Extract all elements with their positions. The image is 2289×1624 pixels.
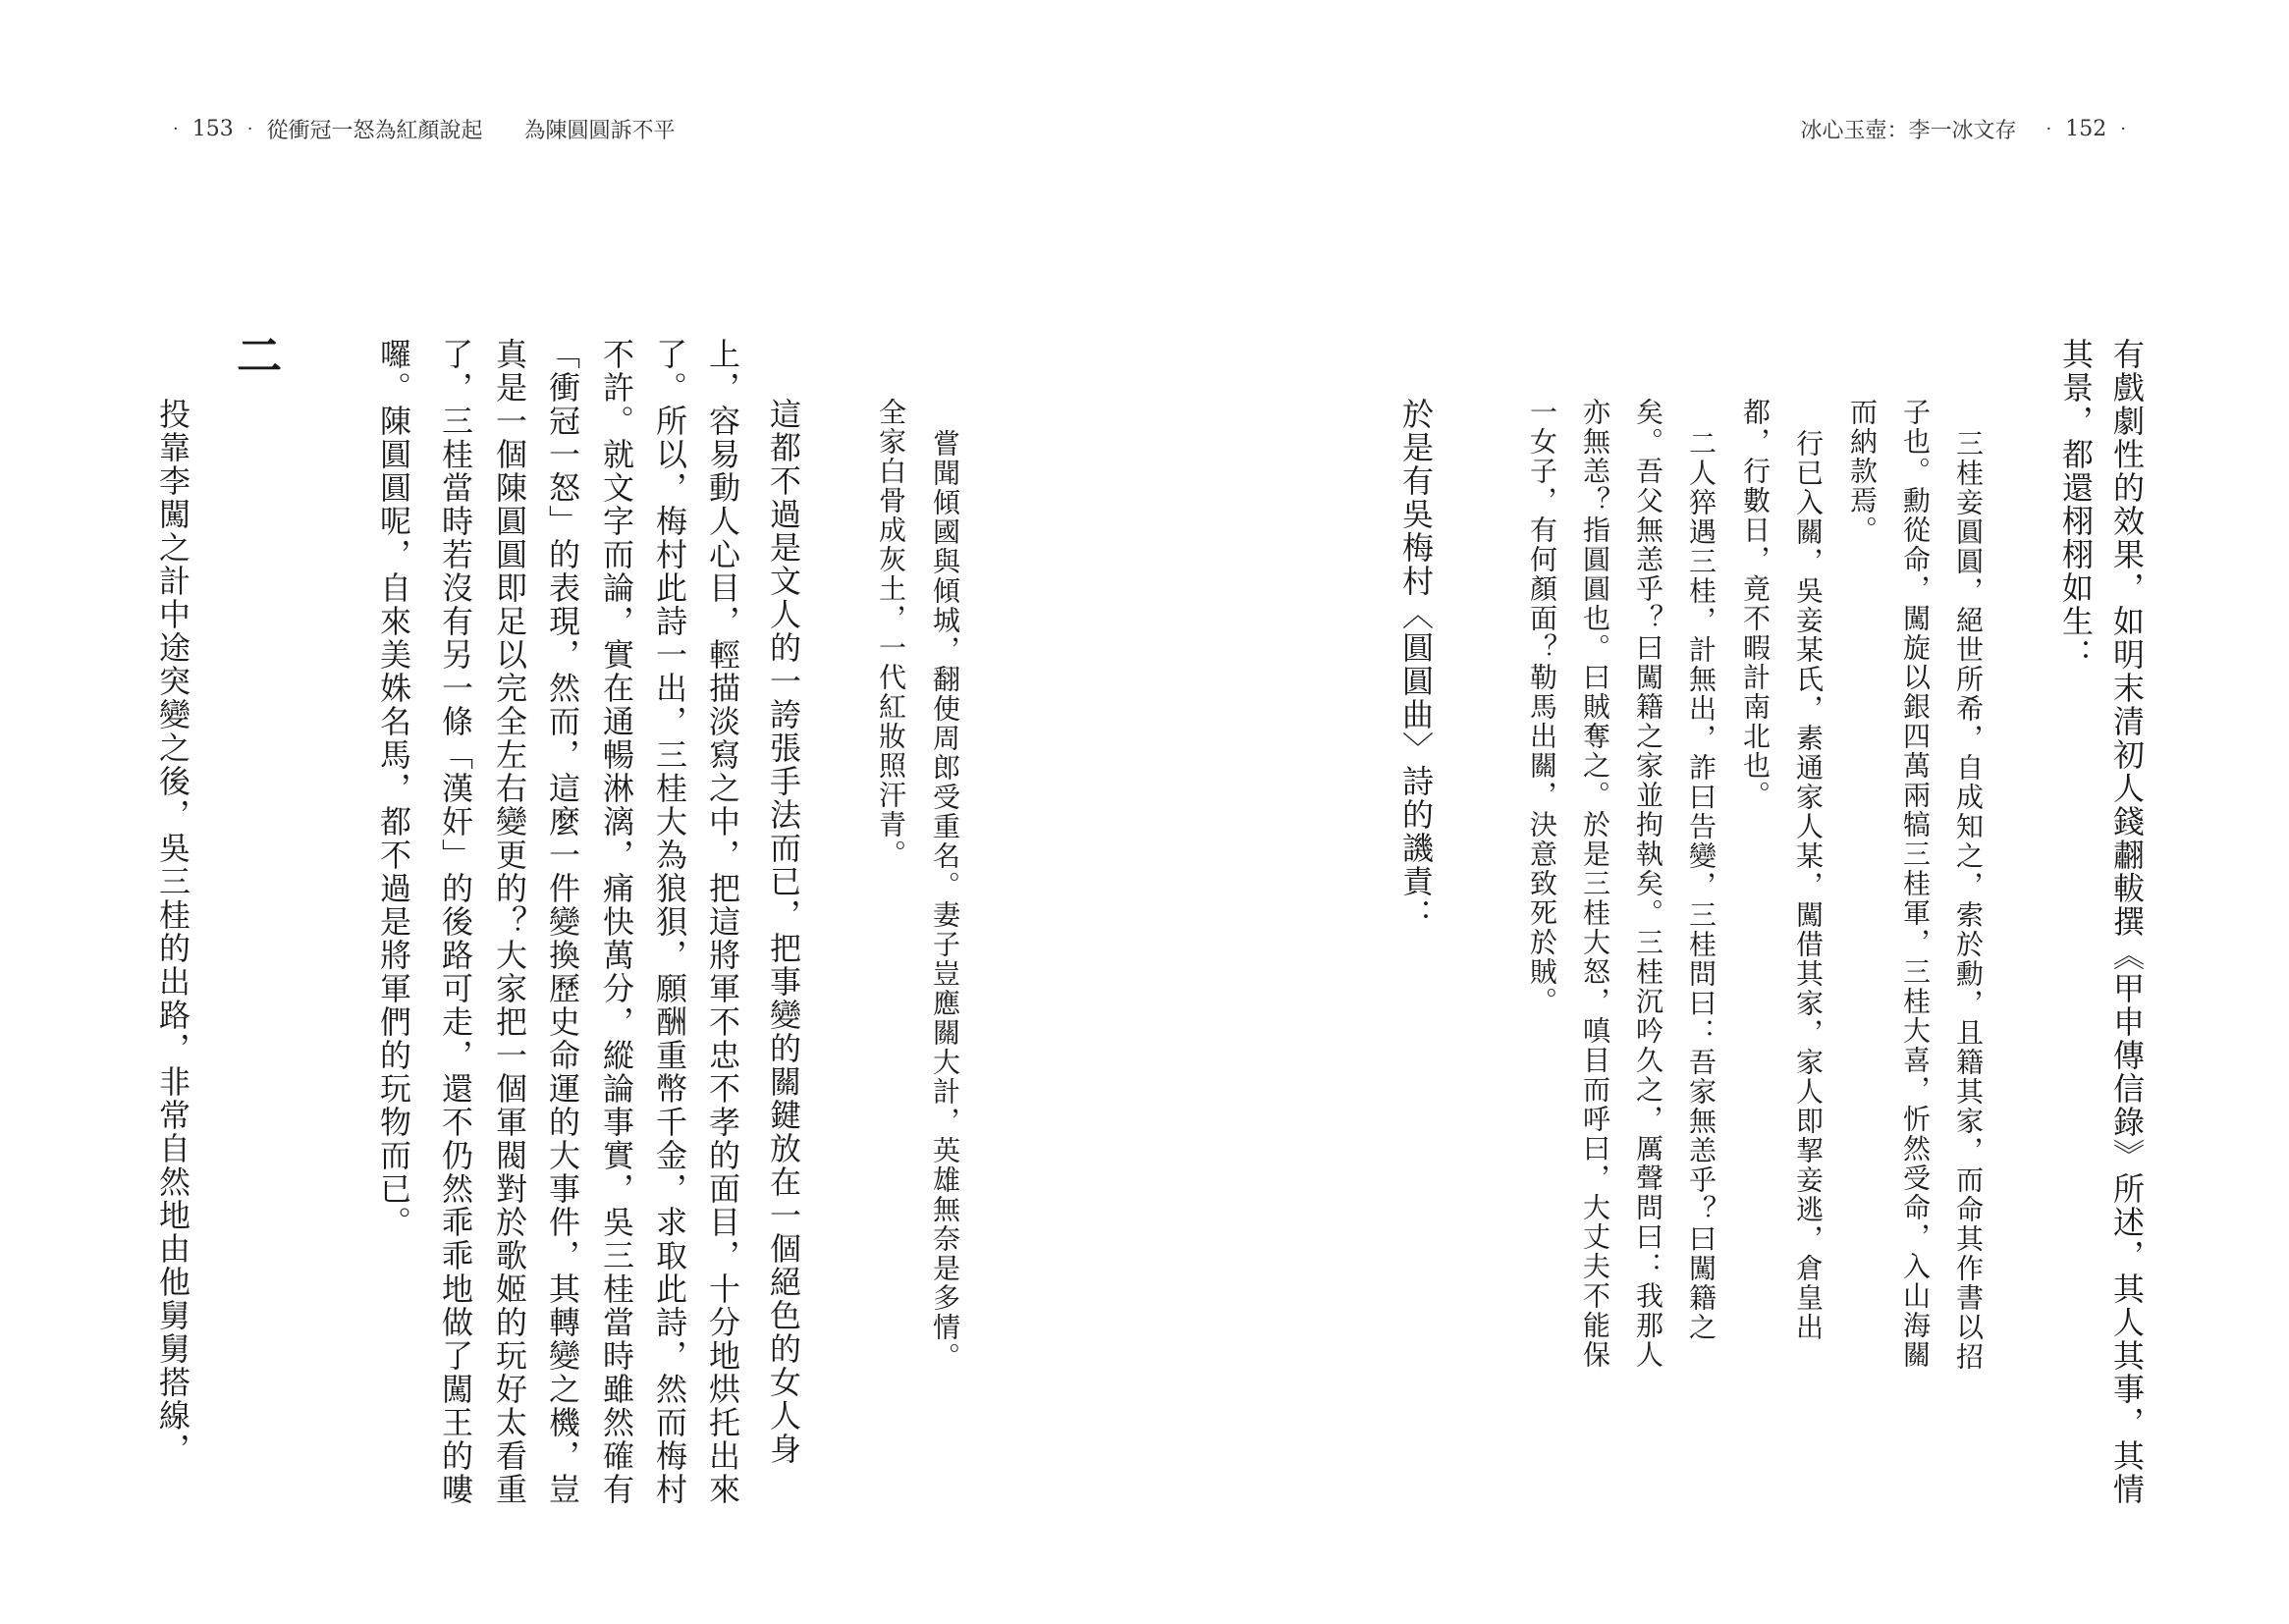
quote-column: 都，行數日，竟不暇計南北也。 <box>1739 398 1771 810</box>
text-column: 「衝冠一怒」的表現，然而，這麼一件變換歷史命運的大事件，其轉變之機，豈 <box>544 338 581 1506</box>
right-book-title: 冰心玉壺：李一冰文存 <box>1800 118 2017 143</box>
text-column: 上，容易動人心目，輕描淡寫之中，把這將軍不忠不孝的面目，十分地烘托出來 <box>704 338 741 1506</box>
text-column: 真是一個陳圓圓即足以完全左右變更的？大家把一個軍閥對於歌姬的玩好太看重 <box>491 338 528 1506</box>
left-running-title: 從衝冠一怒為紅顏說起 <box>266 118 483 143</box>
text-column: 於是有吳梅村〈圓圓曲〉詩的譏責： <box>1397 398 1435 932</box>
section-heading: 二 <box>230 332 283 379</box>
text-column: 了，三桂當時若沒有另一條「漢奸」的後路可走，還不仍然乖乖地做了闖王的嘍 <box>437 338 474 1506</box>
quote-column: 行已入關，吳妾某氏，素通家人某，闖借其家，家人即挈妾逃，倉皇出 <box>1792 429 1825 1342</box>
text-column: 了。所以，梅村此詩一出，三桂大為狼狽，願酬重幣千金，求取此詩，然而梅村 <box>651 338 688 1506</box>
quote-column: 亦無恙？指圓圓也。曰賊奪之。於是三桂大怒，嗔目而呼曰，大丈夫不能保 <box>1579 398 1611 1370</box>
text-column: 投靠李闖之計中途突變之後，吳三桂的出路，非常自然地由他舅舅搭線， <box>154 398 191 1466</box>
bullet-dot: · <box>2120 118 2126 139</box>
left-running-head <box>159 112 676 145</box>
right-page-number: 152 <box>2065 116 2107 141</box>
quote-column: 矣。吾父無恙乎？曰闖籍之家並拘執矣。三桂沉吟久之，厲聲問曰：我那人 <box>1632 398 1664 1370</box>
text-column: 這都不過是文人的一誇張手法而已，把事變的關鍵放在一個絕色的女人身 <box>765 398 802 1466</box>
text-column: 有戲劇性的效果，如明末清初人錢䎘軷撰《甲申傳信錄》所述，其人其事，其情 <box>2108 338 2146 1506</box>
quote-column: 二人猝遇三桂，計無出，詐曰告變，三桂問曰：吾家無恙乎？曰闖籍之 <box>1685 429 1717 1342</box>
quote-column: 子也。勳從命，闖旋以銀四萬兩犒三桂軍，三桂大喜，忻然受命，入山海關 <box>1899 398 1932 1370</box>
quote-column: 而納款焉。 <box>1846 398 1879 545</box>
poem-column: 嘗聞傾國與傾城，翻使周郎受重名。妻子豈應關大計，英雄無奈是多情。 <box>929 429 961 1372</box>
text-column: 囉。陳圓圓呢，自來美姝名馬，都不過是將軍們的玩物而已。 <box>375 338 412 1239</box>
bullet-dot: · <box>173 118 179 139</box>
left-page-number: 153 <box>191 116 234 141</box>
text-column: 不許。就文字而論，實在通暢淋漓，痛快萬分，縱論事實，吳三桂當時雖然確有 <box>598 338 635 1506</box>
right-running-head <box>1801 112 2140 145</box>
quote-column: 一女子，有何顏面？勒馬出關，決意致死於賊。 <box>1526 398 1558 1016</box>
poem-column: 全家白骨成灰土，一代紅妝照汗青。 <box>875 398 907 869</box>
text-column: 其景，都還栩栩如生： <box>2057 338 2095 672</box>
quote-column: 三桂妾圓圓，絕世所希，自成知之，索於勳，且籍其家，而命其作書以招 <box>1952 429 1985 1372</box>
bullet-dot: · <box>2045 118 2052 139</box>
left-section-title: 為陳圓圓訴不平 <box>523 118 676 143</box>
bullet-dot: · <box>246 118 253 139</box>
